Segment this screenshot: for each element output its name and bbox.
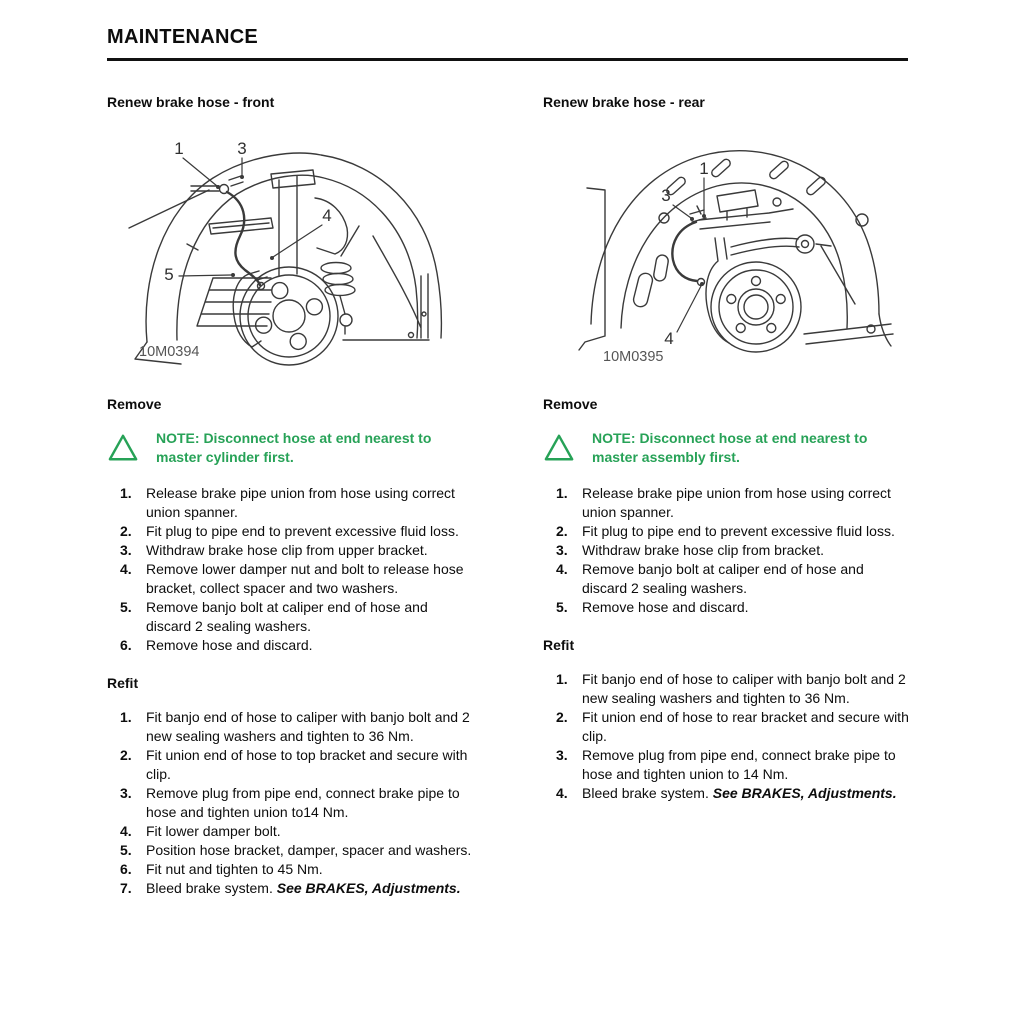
list-item (107, 822, 492, 841)
step-text: Fit banjo end of hose to caliper with banjo bolt and 2 new sealing washers and tighten to 36 Nm. (146, 709, 470, 744)
list-item (107, 746, 492, 784)
step-text: Remove hose and discard. (146, 637, 313, 653)
list-item (543, 746, 928, 784)
figure-code: 10M0394 (139, 344, 200, 360)
step-text: Bleed brake system. See BRAKES, Adjustments. (146, 880, 461, 896)
list-item (543, 484, 928, 522)
step-text: Fit union end of hose to rear bracket and secure with clip. (582, 709, 909, 744)
refit-steps-front (107, 708, 492, 898)
refit-steps-rear (543, 670, 928, 803)
step-number: 3. (120, 542, 132, 558)
column-front (107, 94, 492, 898)
figure-callout-label: 4 (322, 206, 332, 225)
list-item (107, 784, 492, 822)
step-number: 2. (556, 523, 568, 539)
step-number: 1. (556, 485, 568, 501)
note-block-rear (543, 429, 928, 467)
step-number: 3. (120, 785, 132, 801)
step-text: Fit banjo end of hose to caliper with banjo bolt and 2 new sealing washers and tighten to 36 Nm. (582, 671, 906, 706)
step-text: Withdraw brake hose clip from bracket. (582, 542, 824, 558)
list-item (543, 784, 928, 803)
step-text: Fit union end of hose to top bracket and secure with clip. (146, 747, 468, 782)
step-number: 3. (556, 542, 568, 558)
step-number: 1. (120, 485, 132, 501)
step-text: Position hose bracket, damper, spacer and washers. (146, 842, 472, 858)
list-item (543, 598, 928, 617)
refit-heading-front: Refit (107, 675, 139, 691)
section-heading-rear: Renew brake hose - rear (543, 94, 705, 110)
list-item (107, 522, 492, 541)
step-number: 4. (120, 561, 132, 577)
step-number: 5. (120, 842, 132, 858)
note-triangle-icon (543, 433, 575, 463)
step-text: Remove banjo bolt at caliper end of hose and discard 2 sealing washers. (146, 599, 428, 634)
list-item (543, 708, 928, 746)
list-item (107, 879, 492, 898)
section-heading-front: Renew brake hose - front (107, 94, 275, 110)
refit-heading-rear: Refit (543, 637, 575, 653)
two-column-layout (107, 94, 928, 898)
list-item (107, 841, 492, 860)
figure-callout-label: 5 (164, 265, 174, 284)
step-number: 7. (120, 880, 132, 896)
note-block-front (107, 429, 492, 467)
step-text: Remove plug from pipe end, connect brake pipe to hose and tighten union to 14 Nm. (582, 747, 896, 782)
figure-callout-label: 4 (664, 329, 674, 348)
list-item (543, 560, 928, 598)
step-number: 4. (556, 785, 568, 801)
note-triangle-icon (107, 433, 139, 463)
list-item (107, 560, 492, 598)
figure-callout-label: 1 (174, 139, 184, 158)
list-item (543, 541, 928, 560)
step-number: 2. (120, 523, 132, 539)
step-number: 6. (120, 637, 132, 653)
figure-front (107, 128, 492, 380)
step-number: 2. (556, 709, 568, 725)
step-number: 2. (120, 747, 132, 763)
step-text: Fit plug to pipe end to prevent excessive fluid loss. (146, 523, 459, 539)
list-item (543, 522, 928, 541)
step-text: Fit plug to pipe end to prevent excessive fluid loss. (582, 523, 895, 539)
column-rear (543, 94, 928, 898)
note-text: NOTE: Disconnect hose at end nearest to master cylinder first. (156, 430, 432, 465)
step-text: Release brake pipe union from hose using correct union spanner. (146, 485, 455, 520)
list-item (107, 708, 492, 746)
step-number: 1. (556, 671, 568, 687)
step-number: 5. (120, 599, 132, 615)
remove-steps-front (107, 484, 492, 655)
step-number: 3. (556, 747, 568, 763)
title-rule (107, 58, 908, 61)
step-text: Remove lower damper nut and bolt to release hose bracket, collect spacer and two washers. (146, 561, 464, 596)
step-text: Fit lower damper bolt. (146, 823, 281, 839)
rear-wheel-arch-illustration (569, 128, 914, 373)
list-item (107, 541, 492, 560)
figure-code: 10M0395 (603, 349, 664, 365)
step-text: Remove plug from pipe end, connect brake pipe to hose and tighten union to14 Nm. (146, 785, 460, 820)
figure-callout-label: 1 (699, 159, 709, 178)
step-text: Remove hose and discard. (582, 599, 749, 615)
figure-rear (543, 128, 928, 380)
list-item (107, 484, 492, 522)
figure-callout-label: 3 (661, 186, 671, 205)
step-number: 4. (120, 823, 132, 839)
page-title: MAINTENANCE (107, 26, 259, 48)
step-text: Release brake pipe union from hose using correct union spanner. (582, 485, 891, 520)
list-item (107, 598, 492, 636)
step-number: 1. (120, 709, 132, 725)
step-number: 5. (556, 599, 568, 615)
step-text: Withdraw brake hose clip from upper bracket. (146, 542, 428, 558)
figure-callout-label: 3 (237, 139, 247, 158)
remove-heading-rear: Remove (543, 396, 598, 412)
list-item (107, 860, 492, 879)
list-item (543, 670, 928, 708)
step-text: Remove banjo bolt at caliper end of hose and discard 2 sealing washers. (582, 561, 864, 596)
step-text: Fit nut and tighten to 45 Nm. (146, 861, 323, 877)
remove-heading-front: Remove (107, 396, 162, 412)
remove-steps-rear (543, 484, 928, 617)
list-item (107, 636, 492, 655)
note-text: NOTE: Disconnect hose at end nearest to master assembly first. (592, 430, 868, 465)
step-number: 6. (120, 861, 132, 877)
step-number: 4. (556, 561, 568, 577)
step-text: Bleed brake system. See BRAKES, Adjustments. (582, 785, 897, 801)
front-wheel-arch-illustration (121, 128, 466, 373)
